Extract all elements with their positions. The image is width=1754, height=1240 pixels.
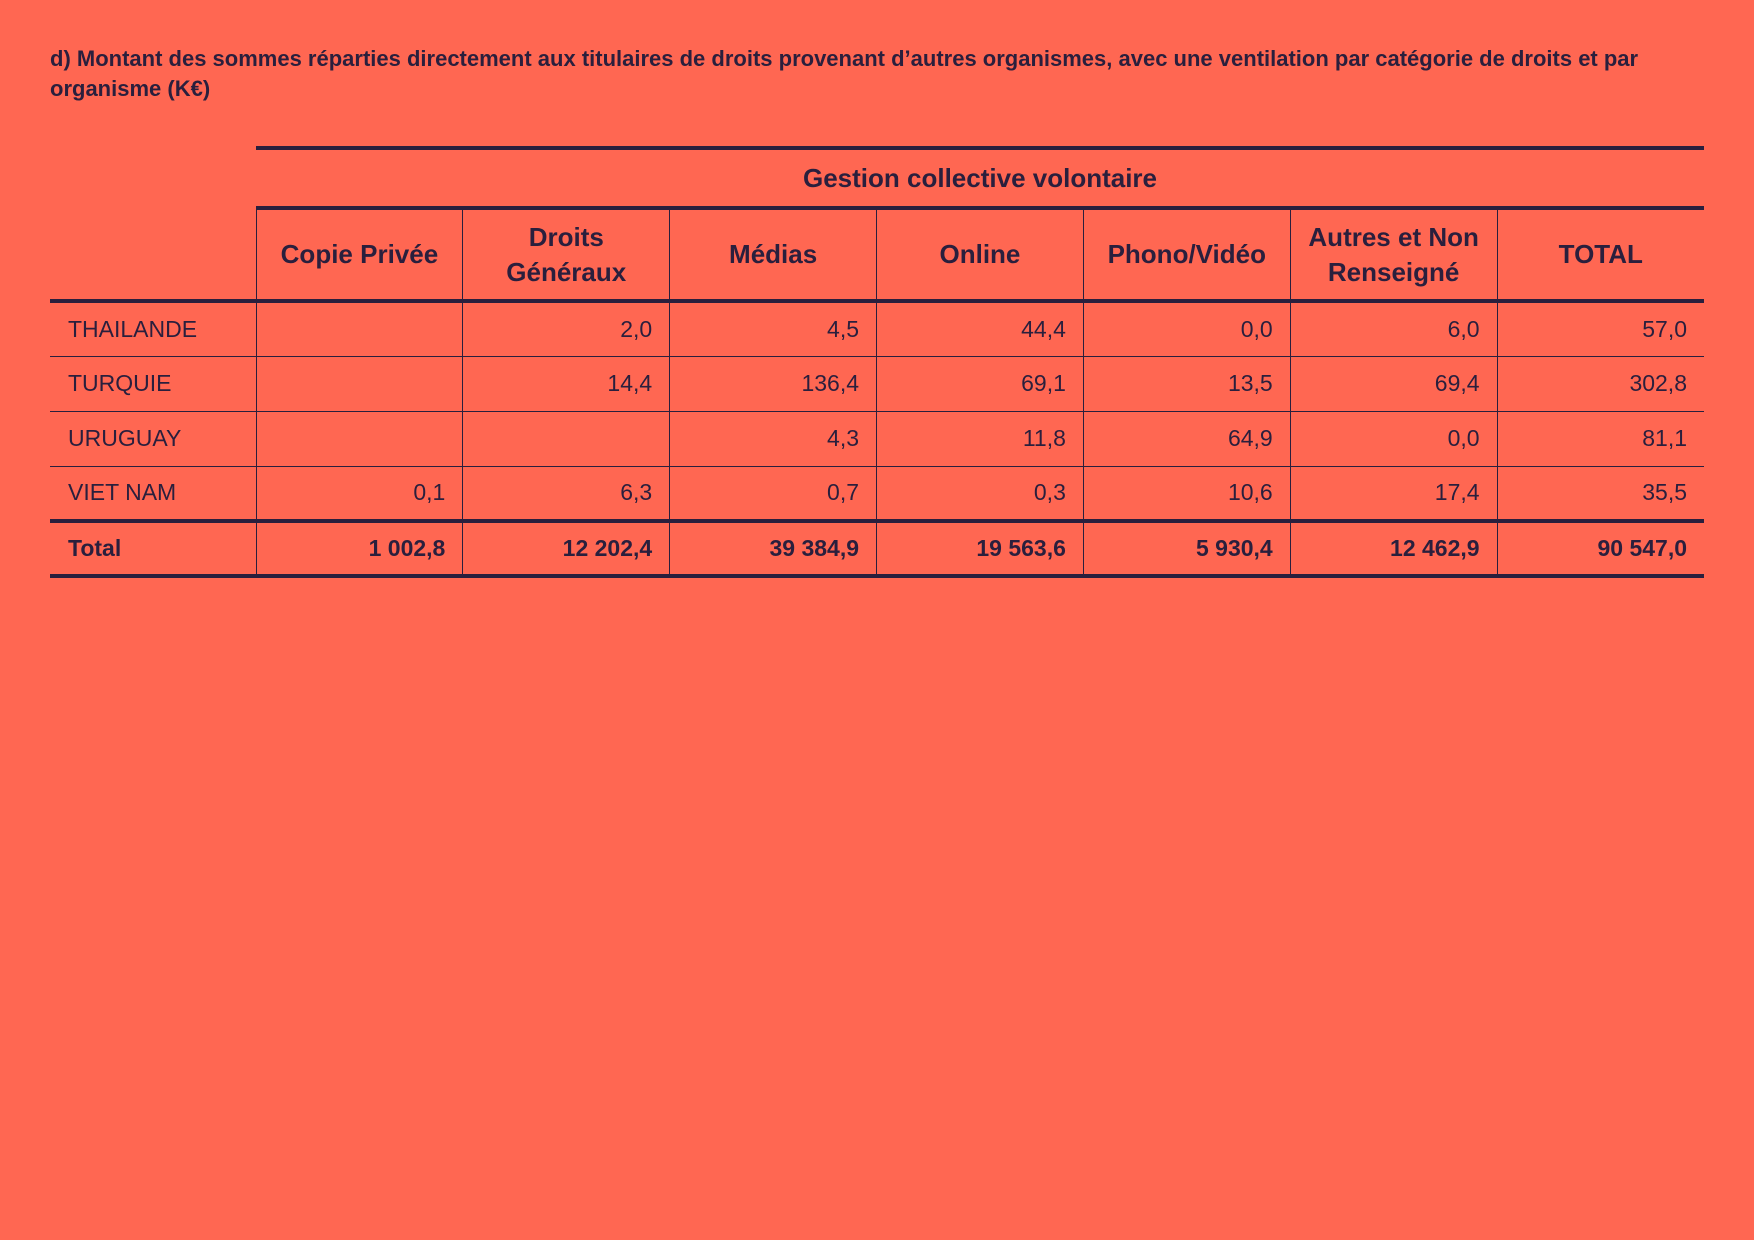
row-label: VIET NAM [50,466,256,521]
table-cell: 6,0 [1290,301,1497,356]
table-cell: 64,9 [1083,411,1290,466]
table-cell: 0,1 [256,466,463,521]
column-header: Autres et Non Renseigné [1290,208,1497,301]
table-cell: 13,5 [1083,356,1290,411]
total-row [50,521,1704,576]
column-header: Online [877,208,1084,301]
column-header: Copie Privée [256,208,463,301]
table-cell: 81,1 [1497,411,1704,466]
total-cell: 90 547,0 [1497,521,1704,576]
total-cell: 12 462,9 [1290,521,1497,576]
column-header: TOTAL [1497,208,1704,301]
row-label: THAILANDE [50,301,256,356]
table-cell [256,356,463,411]
row-label-header [50,208,256,301]
row-label: TURQUIE [50,356,256,411]
table-cell: 14,4 [463,356,670,411]
table-cell: 4,5 [670,301,877,356]
table-cell [256,301,463,356]
table-cell: 69,4 [1290,356,1497,411]
table-cell: 44,4 [877,301,1084,356]
row-label: URUGUAY [50,411,256,466]
total-cell: 19 563,6 [877,521,1084,576]
column-header: Droits Généraux [463,208,670,301]
table-cell: 57,0 [1497,301,1704,356]
table-cell: 302,8 [1497,356,1704,411]
table-row [50,466,1704,521]
table-cell: 69,1 [877,356,1084,411]
table-body [50,301,1704,576]
table-cell: 17,4 [1290,466,1497,521]
column-header: Phono/Vidéo [1083,208,1290,301]
table-cell: 2,0 [463,301,670,356]
total-cell: 5 930,4 [1083,521,1290,576]
page-heading: d) Montant des sommes réparties directement aux titulaires de droits provenant d’autres organismes, avec une ventilation par catégorie de droits et par organisme (K€) [50,46,1639,101]
group-header: Gestion collective volontaire [256,148,1704,208]
table-cell: 0,0 [1083,301,1290,356]
column-header: Médias [670,208,877,301]
table-row [50,411,1704,466]
table-cell [463,411,670,466]
total-label: Total [50,521,256,576]
table-cell: 11,8 [877,411,1084,466]
distribution-table [50,146,1704,578]
table-cell: 0,0 [1290,411,1497,466]
table-cell: 0,7 [670,466,877,521]
total-cell: 1 002,8 [256,521,463,576]
table-cell: 10,6 [1083,466,1290,521]
total-cell: 39 384,9 [670,521,877,576]
table-cell [256,411,463,466]
table-cell: 4,3 [670,411,877,466]
table-cell: 136,4 [670,356,877,411]
table-row [50,301,1704,356]
table-row [50,356,1704,411]
corner-cell [50,148,256,208]
table-cell: 0,3 [877,466,1084,521]
column-header-row [50,208,1704,301]
table-cell: 6,3 [463,466,670,521]
total-cell: 12 202,4 [463,521,670,576]
table-cell: 35,5 [1497,466,1704,521]
